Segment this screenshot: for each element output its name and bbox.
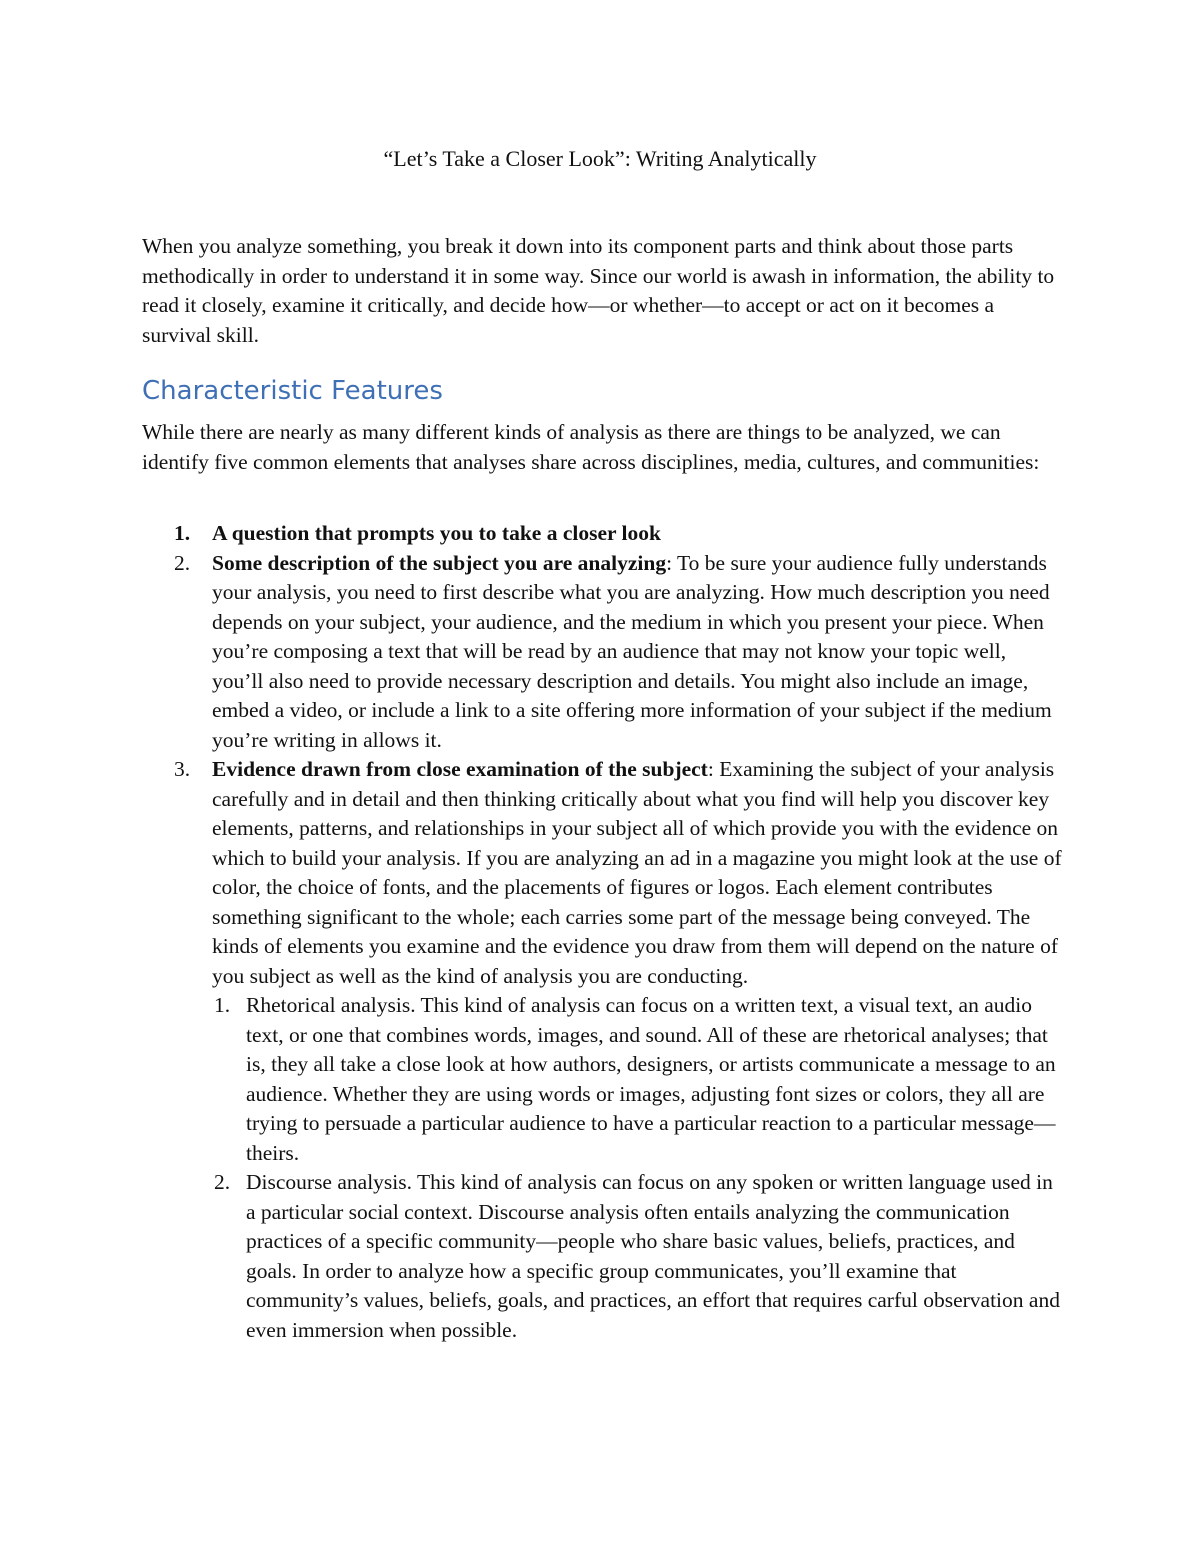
sub-list-item — [212, 1168, 1062, 1345]
list-item-text: : To be sure your audience fully understands your analysis, you need to first describe what you are analyzing. How much description you need depends on your subject, your audience, and the medium in which you present your piece. When you’re composing a text that will be read by an audience that may not know your topic well, you’ll also need to provide necessary description and details. You might also include an image, embed a video, or include a link to a site offering more information of your subject if the medium you’re writing in allows it. — [212, 550, 1052, 752]
sub-list-item — [212, 991, 1062, 1168]
list-item-number: 2. — [174, 550, 191, 575]
list-item-title: Some description of the subject you are analyzing — [212, 550, 667, 575]
analysis-types-list — [212, 991, 1062, 1345]
list-item-title: Evidence drawn from close examination of the subject — [212, 757, 708, 781]
list-item-text: : Examining the subject of your analysis carefully and in detail and then thinking critically about what you find will help you discover key elements, patterns, and relationships in your subject all of which provide you with the evidence on which to build your analysis. If you are analyzing an ad in a magazine you might look at the use of color, the choice of fonts, and the placements of figures or logos. Each element contributes something significant to the whole; each carries some part of the message being conveyed. The kinds of elements you examine and the evidence you draw from them will depend on the nature of you subject as well as the kind of analysis you are conducting. — [212, 757, 1062, 988]
list-item — [142, 755, 1062, 1345]
features-list — [142, 519, 1062, 1345]
section-heading: Characteristic Features — [142, 376, 443, 406]
list-item-number: 1. — [174, 521, 191, 545]
sub-list-item-number: 2. — [214, 1170, 231, 1194]
intro-paragraph: When you analyze something, you break it down into its component parts and think about those parts methodically in order to understand it in some way. Since our world is awash in information, the ability to read it closely, examine it critically, and decide how—or whether—to accept or act on it becomes a survival skill. — [142, 234, 1055, 347]
list-item-title: A question that prompts you to take a closer look — [212, 521, 661, 545]
list-item-number: 3. — [174, 757, 191, 781]
lead-paragraph: While there are nearly as many different kinds of analysis as there are things to be analyzed, we can identify five common elements that analyses share across disciplines, media, cultures, and communities: — [142, 420, 1040, 474]
sub-list-item-text: Discourse analysis. This kind of analysis can focus on any spoken or written language used in a particular social context. Discourse analysis often entails analyzing the communication practices of a specific community—people who share basic values, beliefs, practices, and goals. In order to analyze how a specific group communicates, you’ll examine that community’s values, beliefs, goals, and practices, an effort that requires carful observation and even immersion when possible. — [246, 1170, 1060, 1342]
list-item — [142, 549, 1062, 756]
document-title: “Let’s Take a Closer Look”: Writing Analytically — [383, 146, 817, 171]
sub-list-item-number: 1. — [214, 993, 231, 1017]
list-item — [142, 519, 1062, 549]
sub-list-item-text: Rhetorical analysis. This kind of analysis can focus on a written text, a visual text, an audio text, or one that combines words, images, and sound. All of these are rhetorical analyses; that is, they all take a close look at how authors, designers, or artists communicate a message to an audience. Whether they are using words or images, adjusting font sizes or colors, they all are trying to persuade a particular audience to have a particular reaction to a particular message—theirs. — [246, 993, 1056, 1165]
